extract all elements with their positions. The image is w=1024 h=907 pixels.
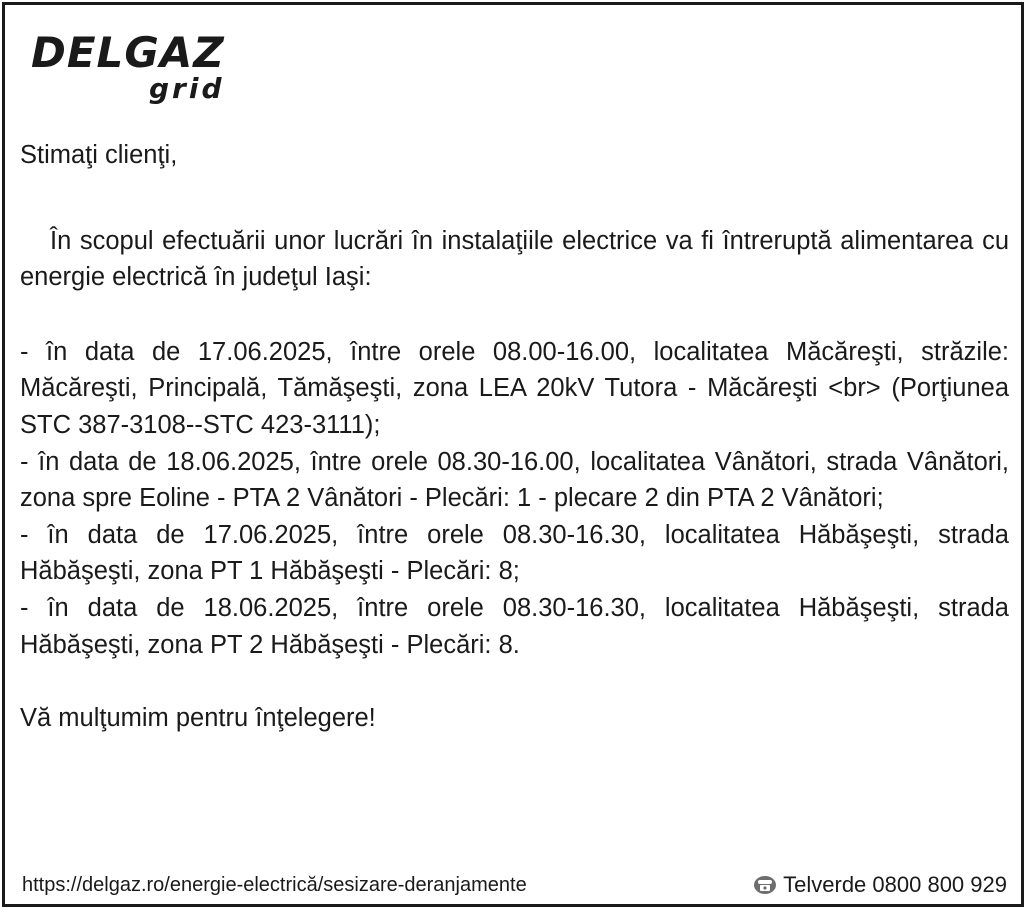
notice-body: [20, 137, 1009, 737]
footer-url-link[interactable]: https://delgaz.ro/energie-electrică/sesizare-deranjamente: [22, 874, 527, 896]
footer: [22, 871, 1007, 899]
greeting: Stimaţi clienţi,: [20, 141, 178, 169]
outage-item: - în data de 18.06.2025, între orele 08.30-16.30, localitatea Hăbăşeşti, strada Hăbăşeşti, zona PT 2 Hăbăşeşti - Plecări: 8.: [20, 593, 1009, 659]
closing-line: Vă mulţumim pentru înţelegere!: [20, 704, 376, 733]
outage-item: - în data de 17.06.2025, între orele 08.30-16.30, localitatea Hăbăşeşti, strada Hăbăşeşti, zona PT 1 Hăbăşeşti - Plecări: 8;: [20, 520, 1009, 586]
phone-number: Telverde 0800 800 929: [783, 872, 1007, 897]
notice-frame: [2, 2, 1024, 907]
outage-item: - în data de 17.06.2025, între orele 08.00-16.00, localitatea Măcăreşti, străzile: Măcăreşti, Principală, Tămăşeşti, zona LEA 20kV Tutora - Măcăreşti <br> (Porţiunea STC 387-3108--STC 423-3111);: [20, 337, 1009, 439]
outage-item: - în data de 18.06.2025, între orele 08.30-16.00, localitatea Vânători, strada Vânători, zona spre Eoline - PTA 2 Vânători - Plecări: 1 - plecare 2 din PTA 2 Vânători;: [20, 447, 1009, 513]
intro-paragraph: În scopul efectuării unor lucrări în instalaţiile electrice va fi întreruptă alimentarea cu energie electrică în judeţul Iaşi:: [20, 226, 1009, 292]
logo-brand: DELGAZ: [31, 28, 225, 77]
delgaz-grid-logo: [31, 29, 231, 109]
outage-list: [20, 334, 1009, 663]
telephone-icon: [753, 875, 777, 895]
logo-sub: grid: [149, 72, 225, 105]
footer-phone: [753, 871, 1007, 899]
